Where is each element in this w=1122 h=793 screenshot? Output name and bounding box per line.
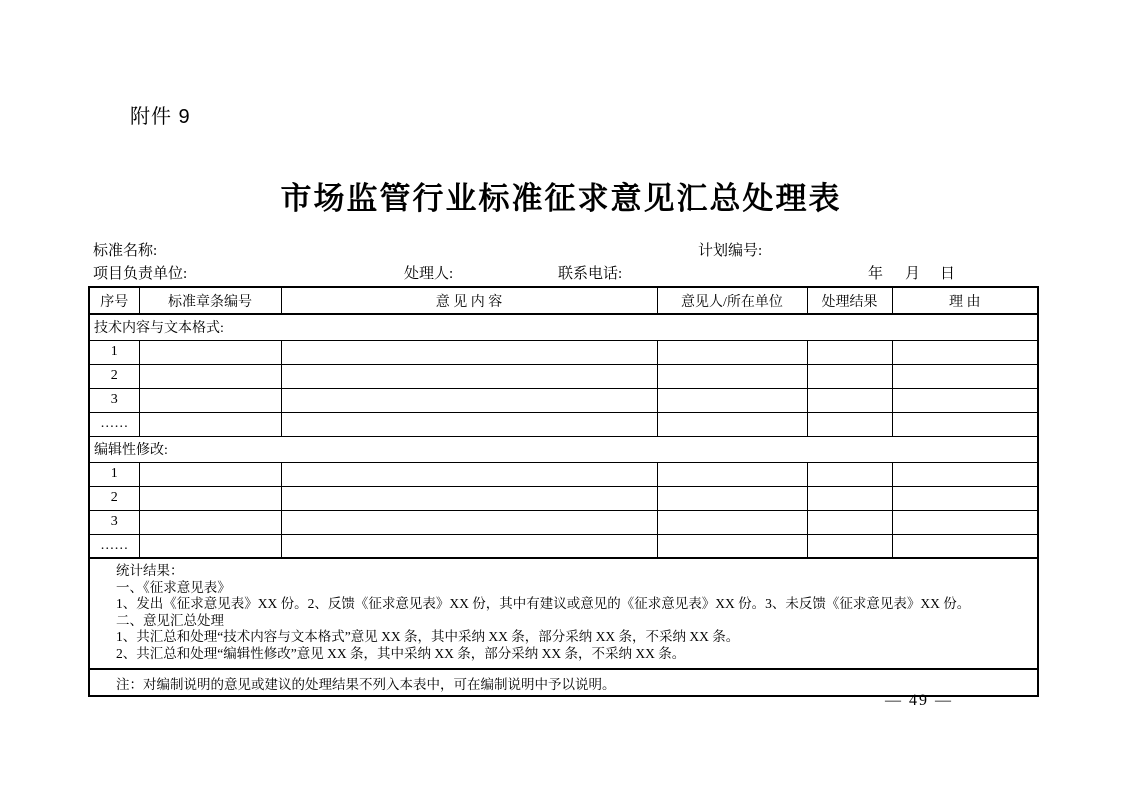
empty-cell [892,486,1038,510]
table-header-row [89,287,1038,314]
table-row [89,462,1038,486]
stat-line: 统计结果： [116,563,184,578]
empty-cell [281,486,657,510]
date-day-label: 日 [940,266,956,282]
empty-cell [139,534,281,558]
empty-cell [139,486,281,510]
section-label: 编辑性修改: [89,436,1038,462]
empty-cell [657,486,807,510]
table-row [89,486,1038,510]
empty-cell [807,510,892,534]
empty-cell [892,364,1038,388]
empty-cell [657,412,807,436]
field-standard-name-label: 标准名称: [93,243,158,259]
row-number-cell: 3 [89,388,139,412]
column-header-clause: 标准章条编号 [139,287,281,314]
row-number-cell: 1 [89,462,139,486]
row-number-cell: 3 [89,510,139,534]
table-row [89,510,1038,534]
empty-cell [281,340,657,364]
field-phone-label: 联系电话: [558,266,623,282]
empty-cell [281,364,657,388]
table-row [89,364,1038,388]
row-number-cell: 2 [89,364,139,388]
meta-line-2 [88,262,1037,284]
column-header-commenter: 意见人/所在单位 [657,287,807,314]
row-number-cell: …… [89,534,139,558]
empty-cell [281,510,657,534]
empty-cell [807,412,892,436]
empty-cell [139,412,281,436]
empty-cell [807,486,892,510]
empty-cell [892,388,1038,412]
empty-cell [892,340,1038,364]
section-label: 技术内容与文本格式: [89,314,1038,340]
column-header-reason: 理 由 [892,287,1038,314]
empty-cell [657,510,807,534]
attachment-label: 附件 9 [130,106,191,128]
document-title: 市场监管行业标准征求意见汇总处理表 [280,181,842,216]
empty-cell [657,534,807,558]
stat-line: 1、发出《征求意见表》XX 份。2、反馈《征求意见表》XX 份，其中有建议或意见的《征求意见表》XX 份。3、未反馈《征求意见表》XX 份。 [116,596,971,611]
empty-cell [281,534,657,558]
empty-cell [807,534,892,558]
empty-cell [139,388,281,412]
empty-cell [657,462,807,486]
section-editorial [89,436,1038,462]
empty-cell [807,340,892,364]
field-responsible-unit-label: 项目负责单位: [93,266,188,282]
stat-line: 2、共汇总和处理“编辑性修改”意见 XX 条，其中采纳 XX 条，部分采纳 XX 条，不采纳 XX 条。 [116,645,686,661]
empty-cell [281,388,657,412]
table-row [89,412,1038,436]
page-number: — 49 — [885,692,953,709]
column-header-comment: 意 见 内 容 [281,287,657,314]
stat-line: 1、共汇总和处理“技术内容与文本格式”意见 XX 条，其中采纳 XX 条，部分采纳 XX 条，不采纳 XX 条。 [116,629,740,644]
empty-cell [657,364,807,388]
field-plan-number-label: 计划编号: [698,243,763,259]
note-text: 注：对编制说明的意见或建议的处理结果不列入本表中，可在编制说明中予以说明。 [89,669,1038,696]
empty-cell [807,388,892,412]
empty-cell [892,510,1038,534]
empty-cell [281,412,657,436]
comments-table [88,286,1039,697]
empty-cell [657,388,807,412]
date-month-label: 月 [905,266,921,282]
column-header-result: 处理结果 [807,287,892,314]
table-row [89,388,1038,412]
empty-cell [657,340,807,364]
empty-cell [281,462,657,486]
row-number-cell: …… [89,412,139,436]
empty-cell [139,510,281,534]
date-year-label: 年 [868,266,884,282]
table-row [89,340,1038,364]
field-handler-label: 处理人: [404,266,454,282]
empty-cell [807,462,892,486]
column-header-index: 序号 [89,287,139,314]
empty-cell [892,412,1038,436]
stat-line: 一、《征求意见表》 [116,579,231,595]
empty-cell [892,462,1038,486]
empty-cell [807,364,892,388]
statistics-block [89,558,1038,669]
row-number-cell: 2 [89,486,139,510]
empty-cell [892,534,1038,558]
table-row [89,534,1038,558]
empty-cell [139,364,281,388]
section-technical [89,314,1038,340]
stat-line: 二、意见汇总处理 [116,612,224,628]
row-number-cell: 1 [89,340,139,364]
empty-cell [139,462,281,486]
empty-cell [139,340,281,364]
meta-line-1 [88,239,1037,261]
